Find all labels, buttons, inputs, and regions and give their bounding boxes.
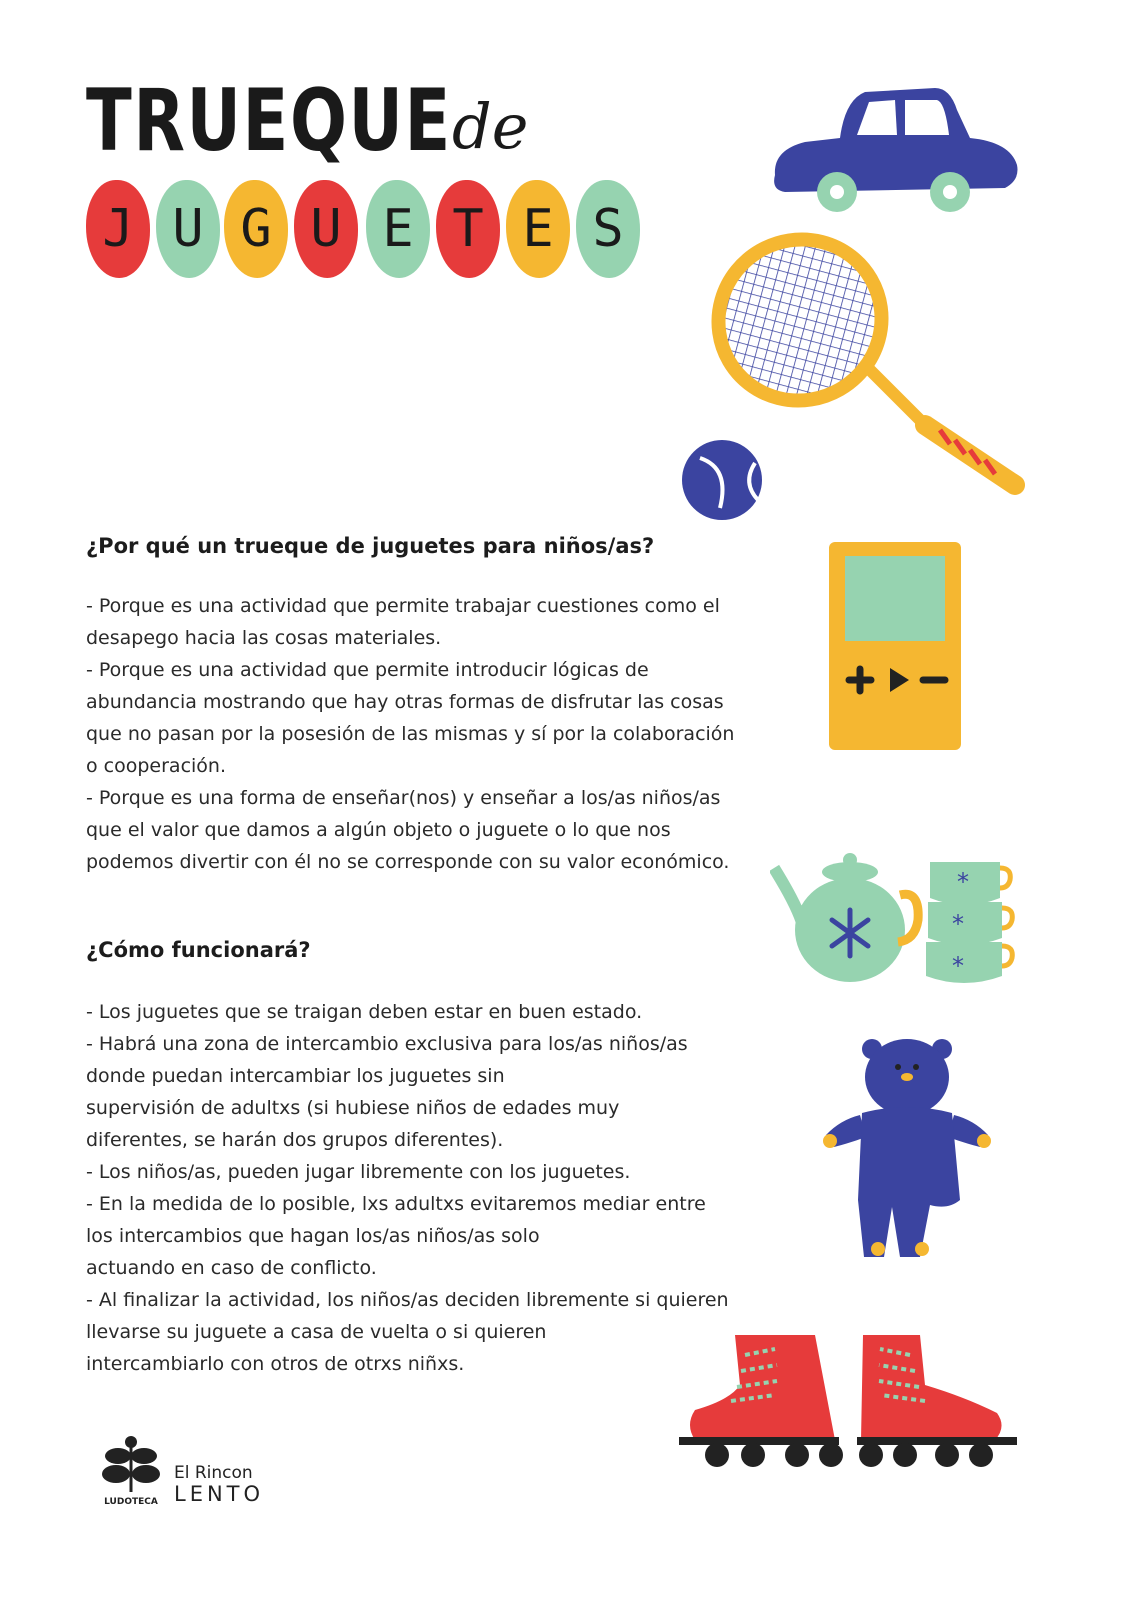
text-line: actuando en caso de conflicto.	[86, 1257, 377, 1279]
text-line: los intercambios que hagan los/as niños/as solo	[86, 1225, 540, 1247]
title-letter: T	[436, 180, 500, 278]
title-letter: G	[224, 180, 288, 278]
title-trueque: TRUEQUE	[86, 71, 452, 171]
title-de: de	[452, 90, 529, 163]
text-line: que no pasan por la posesión de las mismas y sí por la colaboración	[86, 723, 735, 745]
text-line: - Los niños/as, pueden jugar libremente con los juguetes.	[86, 1161, 631, 1183]
text-line: llevarse su juguete a casa de vuelta o si quieren	[86, 1321, 547, 1343]
text-line: intercambiarlo con otros de otrxs niñxs.	[86, 1353, 465, 1375]
title-letter: U	[294, 180, 358, 278]
teddy-bear-illustration	[820, 1035, 995, 1265]
rincon-logo-line2: LENTO	[174, 1482, 265, 1506]
text-line: podemos divertir con él no se corresponde con su valor económico.	[86, 851, 730, 873]
ludoteca-label: LUDOTECA	[104, 1497, 158, 1506]
title-letter: S	[576, 180, 640, 278]
text-line: - Los juguetes que se traigan deben estar en buen estado.	[86, 1001, 643, 1023]
text-line: desapego hacia las cosas materiales.	[86, 627, 442, 649]
section-body-how	[86, 996, 776, 1380]
title-letter: E	[506, 180, 570, 278]
title-letter: U	[156, 180, 220, 278]
svg-text:*: *	[952, 910, 964, 938]
text-line: - Porque es una actividad que permite introducir lógicas de	[86, 659, 649, 681]
title-juguetes	[86, 180, 646, 290]
text-line: donde puedan intercambiar los juguetes sin	[86, 1065, 505, 1087]
text-line: supervisión de adultxs (si hubiese niños de edades muy	[86, 1097, 620, 1119]
car-illustration	[765, 80, 1025, 220]
tennis-ball-illustration	[680, 438, 770, 528]
text-line: - En la medida de lo posible, lxs adultxs evitaremos mediar entre	[86, 1193, 706, 1215]
text-line: - Al finalizar la actividad, los niños/as deciden libremente si quieren	[86, 1289, 729, 1311]
text-line: - Porque es una actividad que permite trabajar cuestiones como el	[86, 595, 720, 617]
title-letter: J	[86, 180, 150, 278]
section-body-why	[86, 590, 746, 878]
ludoteca-logo	[100, 1436, 162, 1506]
text-line: - Porque es una forma de enseñar(nos) y enseñar a los/as niños/as	[86, 787, 721, 809]
section-heading-why: ¿Por qué un trueque de juguetes para niños/as?	[86, 534, 655, 558]
text-line: que el valor que damos a algún objeto o juguete o lo que nos	[86, 819, 671, 841]
tea-set-illustration	[770, 850, 1030, 990]
text-line: diferentes, se harán dos grupos diferentes).	[86, 1129, 504, 1151]
handheld-console-illustration	[825, 540, 965, 755]
text-line: - Habrá una zona de intercambio exclusiva para los/as niños/as	[86, 1033, 688, 1055]
rincon-logo-line1: El Rincon	[174, 1463, 253, 1483]
svg-text:*: *	[957, 868, 969, 896]
text-line: o cooperación.	[86, 755, 226, 777]
svg-text:*: *	[952, 952, 964, 980]
section-heading-how: ¿Cómo funcionará?	[86, 938, 311, 962]
title-letter: E	[366, 180, 430, 278]
text-line: abundancia mostrando que hay otras formas de disfrutar las cosas	[86, 691, 724, 713]
